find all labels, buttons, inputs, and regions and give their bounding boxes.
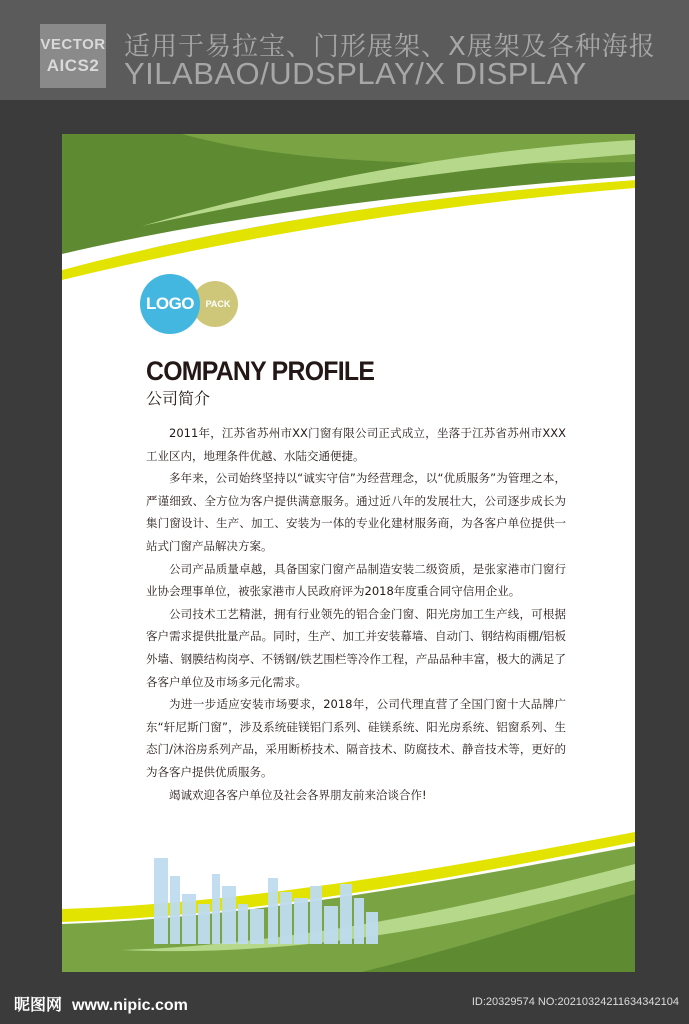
profile-paragraph: 2011年，江苏省苏州市XX门窗有限公司正式成立，坐落于江苏省苏州市XXX工业区内，地理条件优越、水陆交通便捷。 bbox=[146, 426, 566, 463]
image-id: ID:20329574 NO:20210324211634342104 bbox=[471, 996, 679, 1008]
profile-body bbox=[146, 422, 566, 806]
profile-paragraph: 公司产品质量卓越，具备国家门窗产品制造安装二级资质，是张家港市门窗行业协会理事单位，被张家港市人民政府评为2018年度重合同守信用企业。 bbox=[146, 561, 566, 599]
site-url: www.nipic.com bbox=[72, 997, 188, 1014]
site-name: 昵图网 bbox=[14, 995, 63, 1014]
badge-line2: AICS2 bbox=[46, 56, 100, 75]
profile-title-en: COMPANY PROFILE bbox=[146, 356, 375, 386]
watermark-bar bbox=[0, 984, 689, 1024]
banner-title-en: YILABAO/UDSPLAY/X DISPLAY bbox=[124, 56, 587, 91]
logo-circle: LOGO bbox=[140, 274, 200, 334]
site-watermark bbox=[14, 992, 188, 1015]
top-banner bbox=[0, 0, 689, 100]
profile-paragraph: 为进一步适应安装市场要求，2018年，公司代理直营了全国门窗十大品牌广东“轩尼斯门窗”，涉及系统硅镁铝门系列、硅镁系统、阳光房系统、铝窗系列、生态门/沐浴房系列产品，采用断桥技术、隔音技术、防腐技术、静音技术等，更好的为各客户提供优质服务。 bbox=[146, 697, 566, 779]
banner-title-cn: 适用于易拉宝、门形展架、X展架及各种海报 bbox=[124, 32, 656, 62]
badge-line1: VECTOR bbox=[40, 36, 106, 53]
company-logo bbox=[140, 274, 240, 334]
profile-paragraph: 多年来，公司始终坚持以“诚实守信”为经营理念，以“优质服务”为管理之本，严谨细致、全方位为客户提供满意服务。通过近八年的发展壮大，公司逐步成长为集门窗设计、生产、加工、安装为一体的专业化建材服务商，为各客户单位提供一站式门窗产品解决方案。 bbox=[146, 471, 566, 553]
pack-circle: PACK bbox=[192, 281, 238, 327]
profile-title-cn: 公司简介 bbox=[146, 389, 211, 408]
poster bbox=[62, 134, 635, 972]
profile-paragraph: 公司技术工艺精湛，拥有行业领先的铝合金门窗、阳光房加工生产线，可根据客户需求提供批量产品。同时，生产、加工并安装幕墙、自动门、钢结构雨棚/铝板外墙、钢膜结构岗亭、不锈钢/铁艺围栏等冷作工程，产品品种丰富，极大的满足了各客户单位及市场多元化需求。 bbox=[146, 606, 566, 689]
profile-paragraph: 竭诚欢迎各客户单位及社会各界朋友前来洽谈合作! bbox=[169, 787, 427, 802]
vector-badge bbox=[40, 24, 106, 88]
